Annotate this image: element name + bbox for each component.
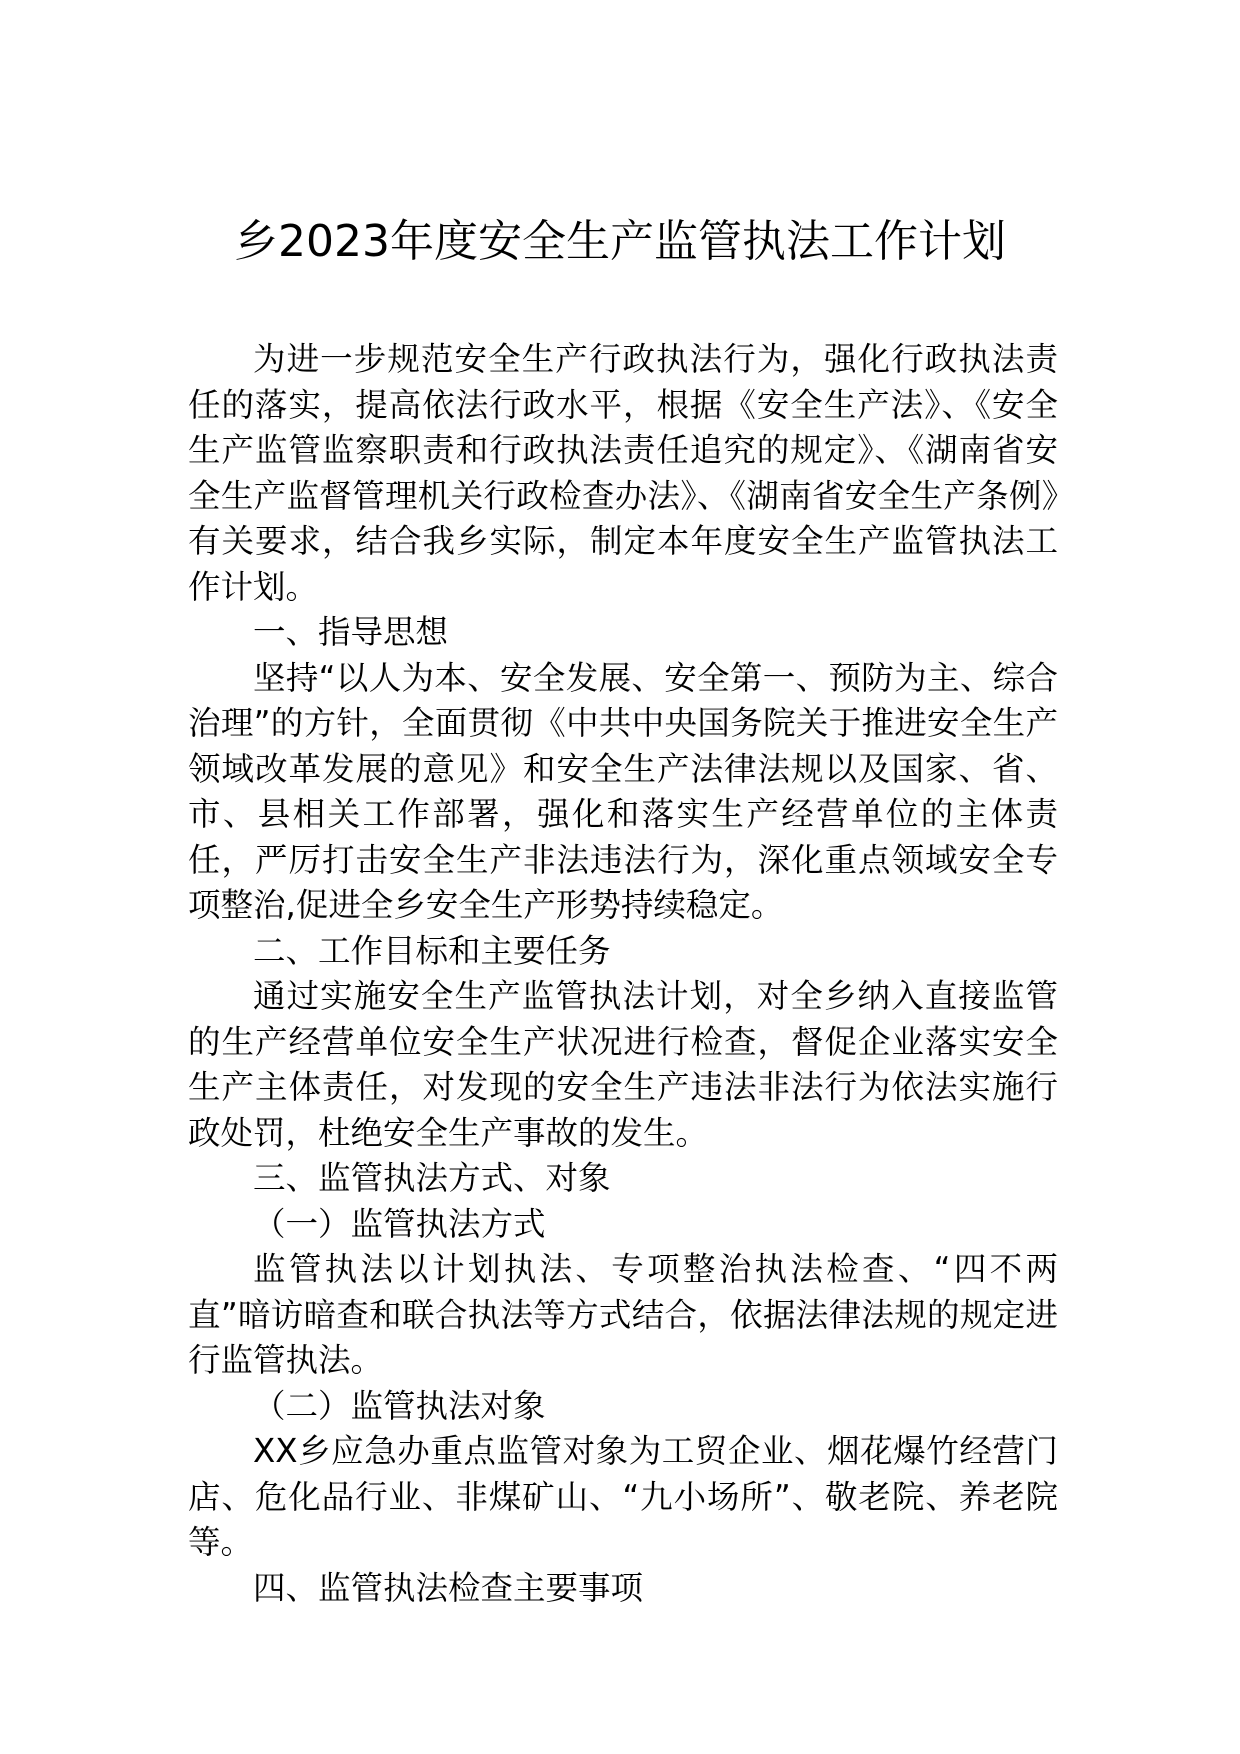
section-heading-guiding-ideology: 一、指导思想 [253, 613, 449, 651]
subsection-heading-methods: （一）监管执法方式 [253, 1204, 546, 1243]
methods-paragraph: 监管执法以计划执法、专项整治执法检查、“四不两直”暗访暗查和联合执法等方式结合，依据法律法规的规定进行监管执法。 [188, 1250, 1058, 1379]
section-heading-methods-objects: 三、监管执法方式、对象 [253, 1159, 611, 1197]
guiding-ideology-paragraph: 坚持“以人为本、安全发展、安全第一、预防为主、综合治理”的方针，全面贯彻《中共中央国务院关于推进安全生产领域改革发展的意见》和安全生产法律法规以及国家、省、市、县相关工作部署，强化和落实生产经营单位的主体责任，严厉打击安全生产非法违法行为，深化重点领域安全专项整治,促进全乡安全生产形势持续稳定。 [188, 658, 1058, 924]
section-heading-goals-tasks: 二、工作目标和主要任务 [253, 931, 611, 970]
goals-tasks-paragraph: 通过实施安全生产监管执法计划，对全乡纳入直接监管的生产经营单位安全生产状况进行检查，督促企业落实安全生产主体责任，对发现的安全生产违法非法行为依法实施行政处罚，杜绝安全生产事故的发生。 [188, 977, 1058, 1152]
subsection-heading-objects: （二）监管执法对象 [253, 1386, 546, 1425]
document-body [188, 337, 1058, 1611]
document-title: 乡2023年度安全生产监管执法工作计划 [234, 216, 1006, 267]
objects-paragraph: XX乡应急办重点监管对象为工贸企业、烟花爆竹经营门店、危化品行业、非煤矿山、“九小场所”、敬老院、养老院等。 [188, 1432, 1058, 1561]
intro-paragraph: 为进一步规范安全生产行政执法行为，强化行政执法责任的落实，提高依法行政水平，根据《安全生产法》、《安全生产监管监察职责和行政执法责任追究的规定》、《湖南省安全生产监督管理机关行政检查办法》、《湖南省安全生产条例》有关要求，结合我乡实际，制定本年度安全生产监管执法工作计划。 [188, 340, 1058, 606]
section-heading-inspection-items: 四、监管执法检查主要事项 [253, 1568, 644, 1607]
